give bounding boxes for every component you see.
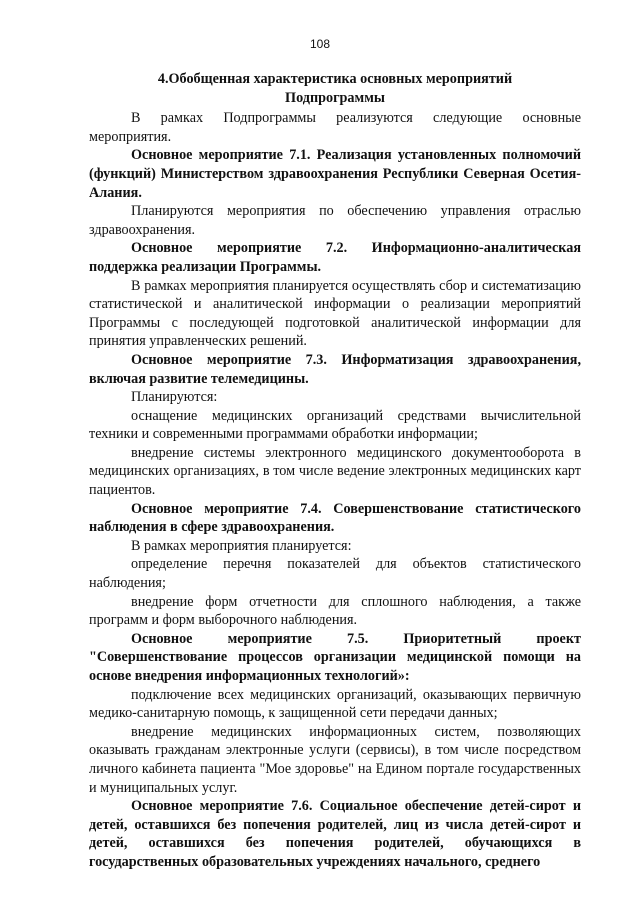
section-heading-paragraph: Основное мероприятие 7.3. Информатизация здравоохранения, включая развитие телемедицины. (89, 351, 581, 387)
section-heading-paragraph: Основное мероприятие 7.2. Информационно-аналитическая поддержка реализации Программы. (89, 240, 581, 275)
section-title-line-2: Подпрограммы (285, 89, 385, 106)
body-paragraph: В рамках мероприятия планируется: (131, 537, 352, 554)
section-title-line-1: 4.Обобщенная характеристика основных мероприятий (157, 71, 513, 87)
body-paragraph: В рамках мероприятия планируется осуществлять сбор и систематизацию статистической и аналитической информации о реализации мероприятий Программы с последующей подготовкой аналитической информации для принятия управленческих решений. (89, 277, 581, 350)
section-title (89, 70, 581, 107)
section-heading-paragraph: Основное мероприятие 7.6. Социальное обеспечение детей-сирот и детей, оставшихся без попечения родителей, лиц из числа детей-сирот и детей, оставшихся без попечения родителей, обучающихся в государственных образовательных учреждениях начального, среднего (89, 798, 581, 870)
body-paragraph: внедрение форм отчетности для сплошного наблюдения, а также программ и форм выборочного наблюдения. (89, 593, 581, 629)
section-heading-paragraph: Основное мероприятие 7.4. Совершенствование статистического наблюдения в сфере здравоохранения. (89, 500, 581, 536)
body-paragraph: внедрение медицинских информационных систем, позволяющих оказывать гражданам электронные услуги (сервисы), в том числе посредством личного кабинета пациента "Мое здоровье" на Едином портале государственных и муниципальных услуг. (89, 723, 581, 796)
body-paragraph: внедрение системы электронного медицинского документооборота в медицинских организациях, в том числе ведение электронных медицинских карт пациентов. (89, 444, 581, 499)
section-heading-paragraph: Основное мероприятие 7.1. Реализация установленных полномочий (функций) Министерством здравоохранения Республики Северная Осетия-Алания. (89, 147, 581, 201)
body-paragraph: подключение всех медицинских организаций, оказывающих первичную медико-санитарную помощь, к защищенной сети передачи данных; (89, 686, 581, 722)
body-paragraph: В рамках Подпрограммы реализуются следующие основные мероприятия. (89, 110, 581, 145)
document-body (89, 70, 581, 872)
section-heading-paragraph: Основное мероприятие 7.5. Приоритетный проект "Совершенствование процессов организации медицинской помощи на основе внедрения информационных технологий»: (89, 630, 581, 684)
paragraph-list (89, 109, 581, 871)
body-paragraph: Планируются мероприятия по обеспечению управления отраслью здравоохранения. (89, 203, 581, 238)
body-paragraph: оснащение медицинских организаций средствами вычислительной техники и современными программами обработки информации; (89, 407, 581, 443)
page-number: 108 (309, 37, 331, 51)
body-paragraph: Планируются: (131, 389, 218, 406)
body-paragraph: определение перечня показателей для объектов статистического наблюдения; (89, 556, 581, 592)
